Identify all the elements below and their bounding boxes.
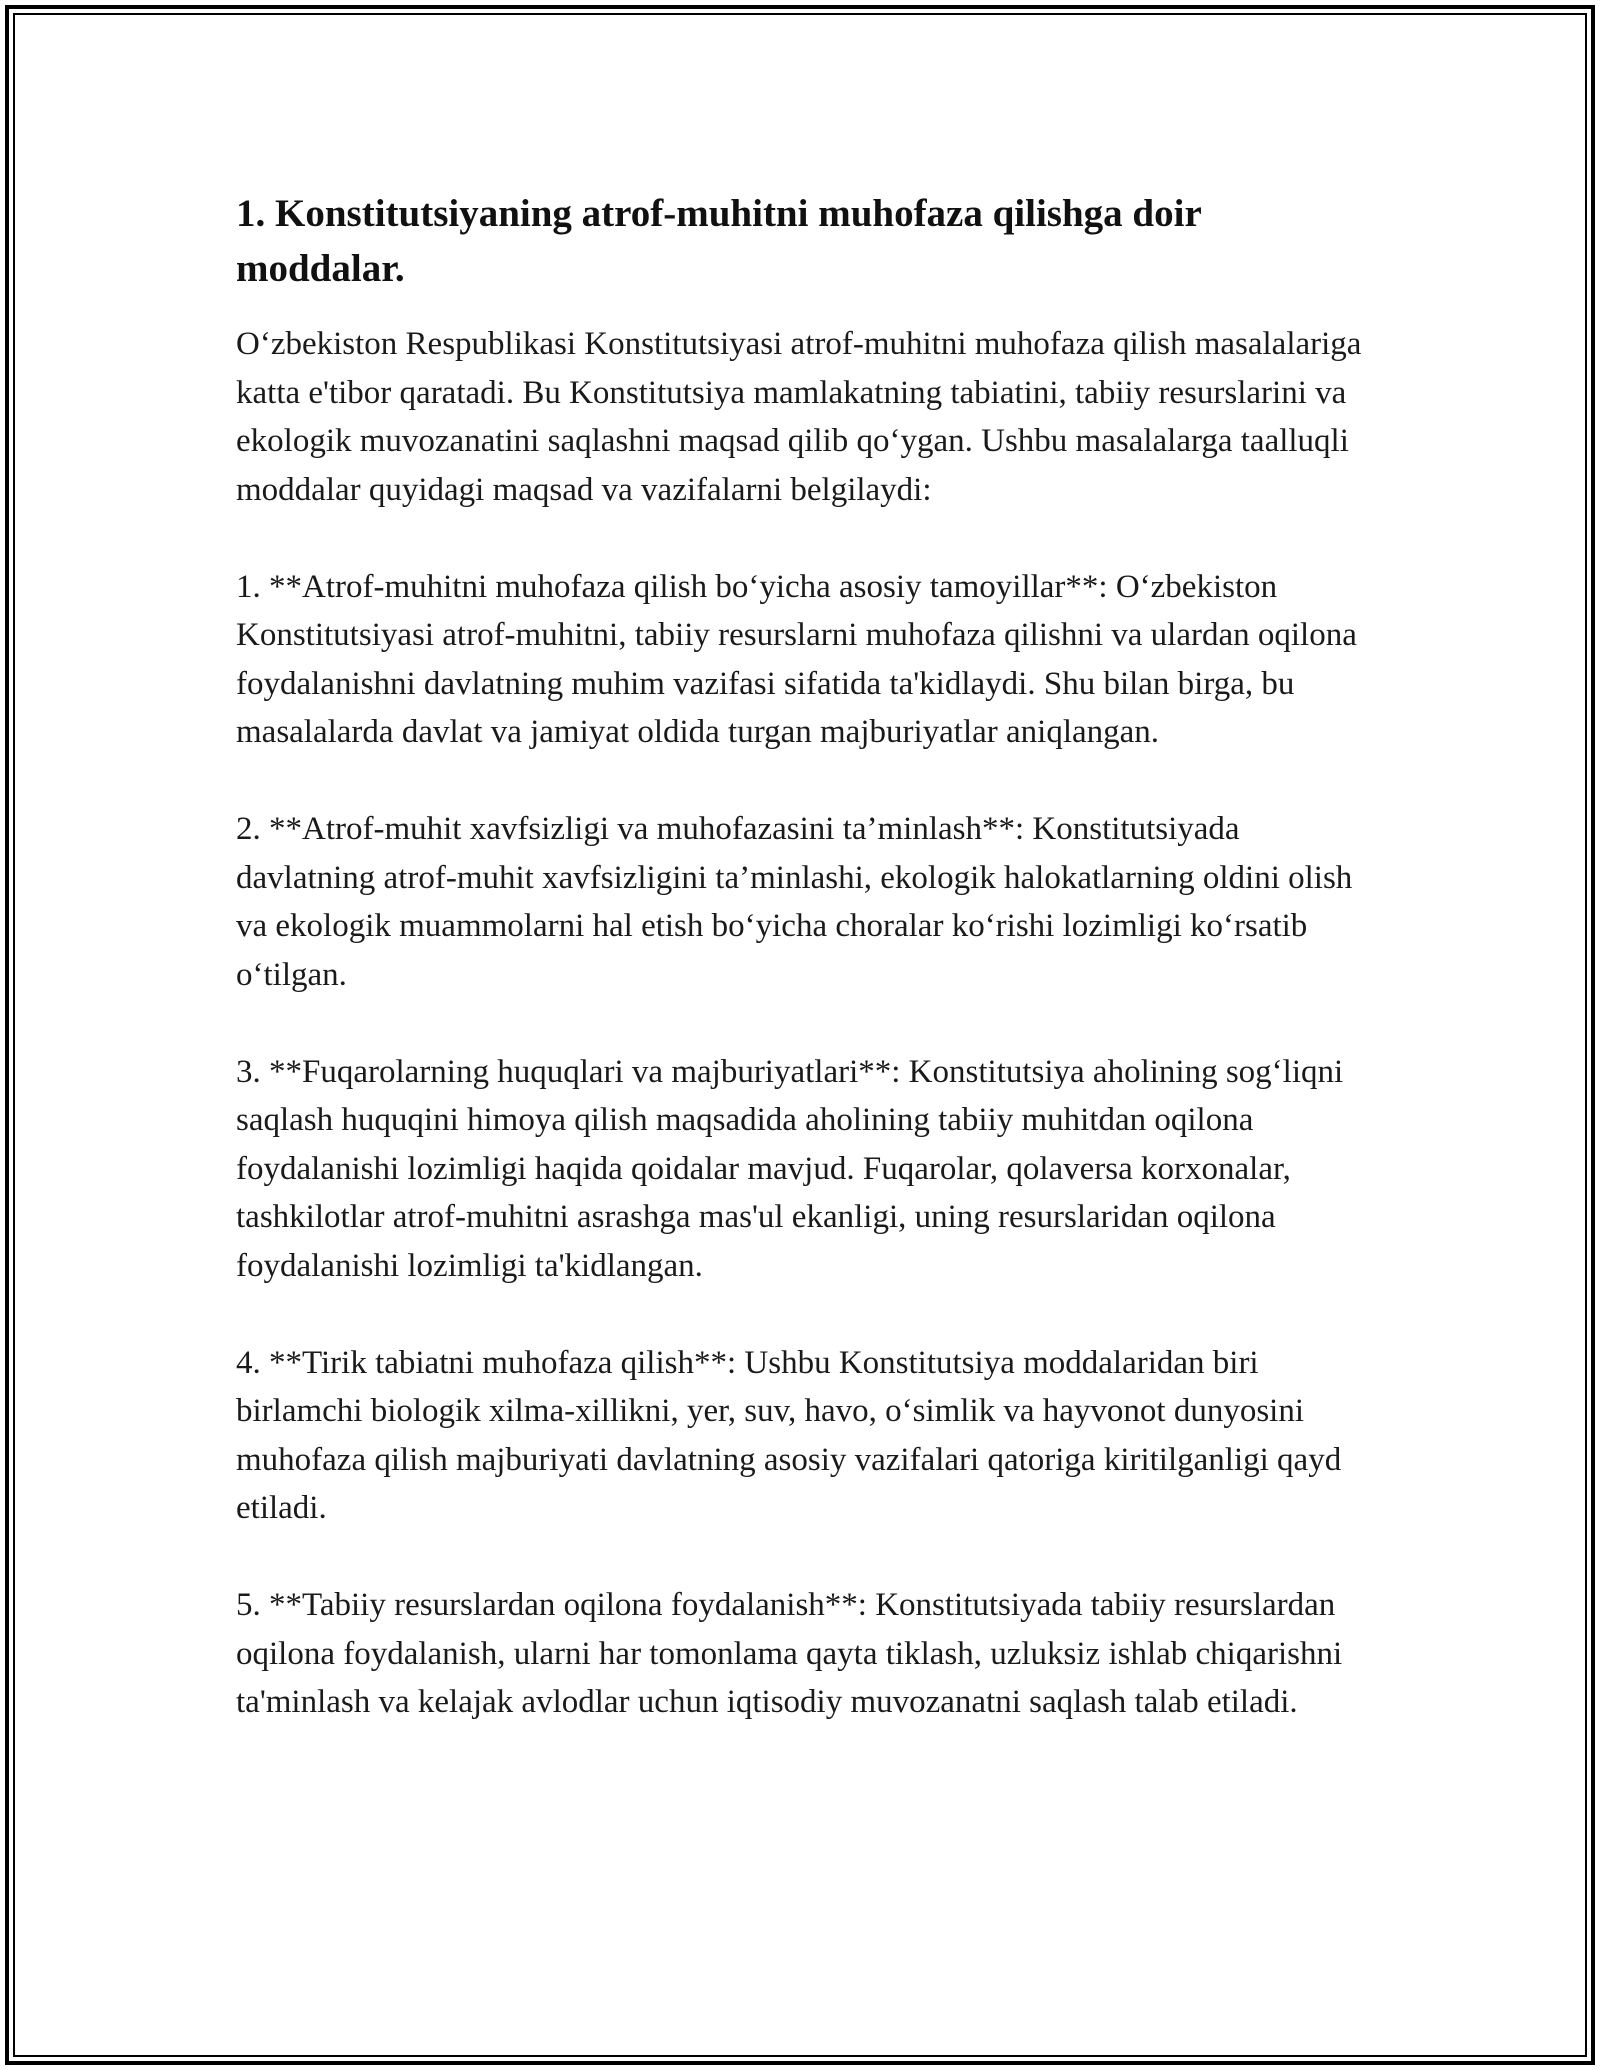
document-body — [236, 186, 1376, 1727]
paragraph-gap — [236, 1290, 1376, 1339]
list-item-2: 2. **Atrof-muhit xavfsizligi va muhofazasini ta’minlash**: Konstitutsiyada davlatning atrof-muhit xavfsizligini ta’minlashi, ekologik halokatlarning oldini olish va ekologik muammolarni hal etish bo‘yicha choralar ko‘rishi lozimligi ko‘rsatib o‘tilgan. — [236, 811, 1353, 993]
list-item-5: 5. **Tabiiy resurslardan oqilona foydalanish**: Konstitutsiyada tabiiy resurslardan oqilona foydalanish, ularni har tomonlama qayta tiklash, uzluksiz ishlab chiqarishni ta'minlash va kelajak avlodlar uchun iqtisodiy muvozanatni saqlash talab etiladi. — [236, 1587, 1343, 1720]
intro-paragraph: O‘zbekiston Respublikasi Konstitutsiyasi atrof-muhitni muhofaza qilish masalalariga katta e'tibor qaratadi. Bu Konstitutsiya mamlakatning tabiatini, tabiiy resurslarini va ekologik muvozanatini saqlashni maqsad qilib qo‘ygan. Ushbu masalalarga taalluqli moddalar quyidagi maqsad va vazifalarni belgilaydi: — [236, 326, 1362, 508]
paragraph-gap — [236, 999, 1376, 1048]
list-item-3: 3. **Fuqarolarning huquqlari va majburiyatlari**: Konstitutsiya aholining sog‘liqni saqlash huquqini himoya qilish maqsadida aholining tabiiy muhitdan oqilona foydalanishi lozimligi haqida qoidalar mavjud. Fuqarolar, qolaversa korxonalar, tashkilotlar atrof-muhitni asrashga mas'ul ekanligi, uning resurslaridan oqilona foydalanishi lozimligi ta'kidlangan. — [236, 1053, 1344, 1284]
paragraph-gap — [236, 757, 1376, 806]
document-title: 1. Konstitutsiyaning atrof-muhitni muhofaza qilishga doir moddalar. — [236, 192, 1202, 290]
list-item-4: 4. **Tirik tabiatni muhofaza qilish**: Ushbu Konstitutsiya moddalaridan biri birlamchi biologik xilma-xillikni, yer, suv, havo, o‘simlik va hayvonot dunyosini muhofaza qilish majburiyati davlatning asosiy vazifalari qatoriga kiritilganligi qayd etiladi. — [236, 1344, 1342, 1526]
paragraph-gap — [236, 1533, 1376, 1582]
paragraph-gap — [236, 514, 1376, 563]
list-item-1: 1. **Atrof-muhitni muhofaza qilish bo‘yicha asosiy tamoyillar**: O‘zbekiston Konstitutsiyasi atrof-muhitni, tabiiy resurslarni muhofaza qilishni va ulardan oqilona foydalanishni davlatning muhim vazifasi sifatida ta'kidlaydi. Shu bilan birga, bu masalalarda davlat va jamiyat oldida turgan majburiyatlar aniqlangan. — [236, 568, 1357, 750]
